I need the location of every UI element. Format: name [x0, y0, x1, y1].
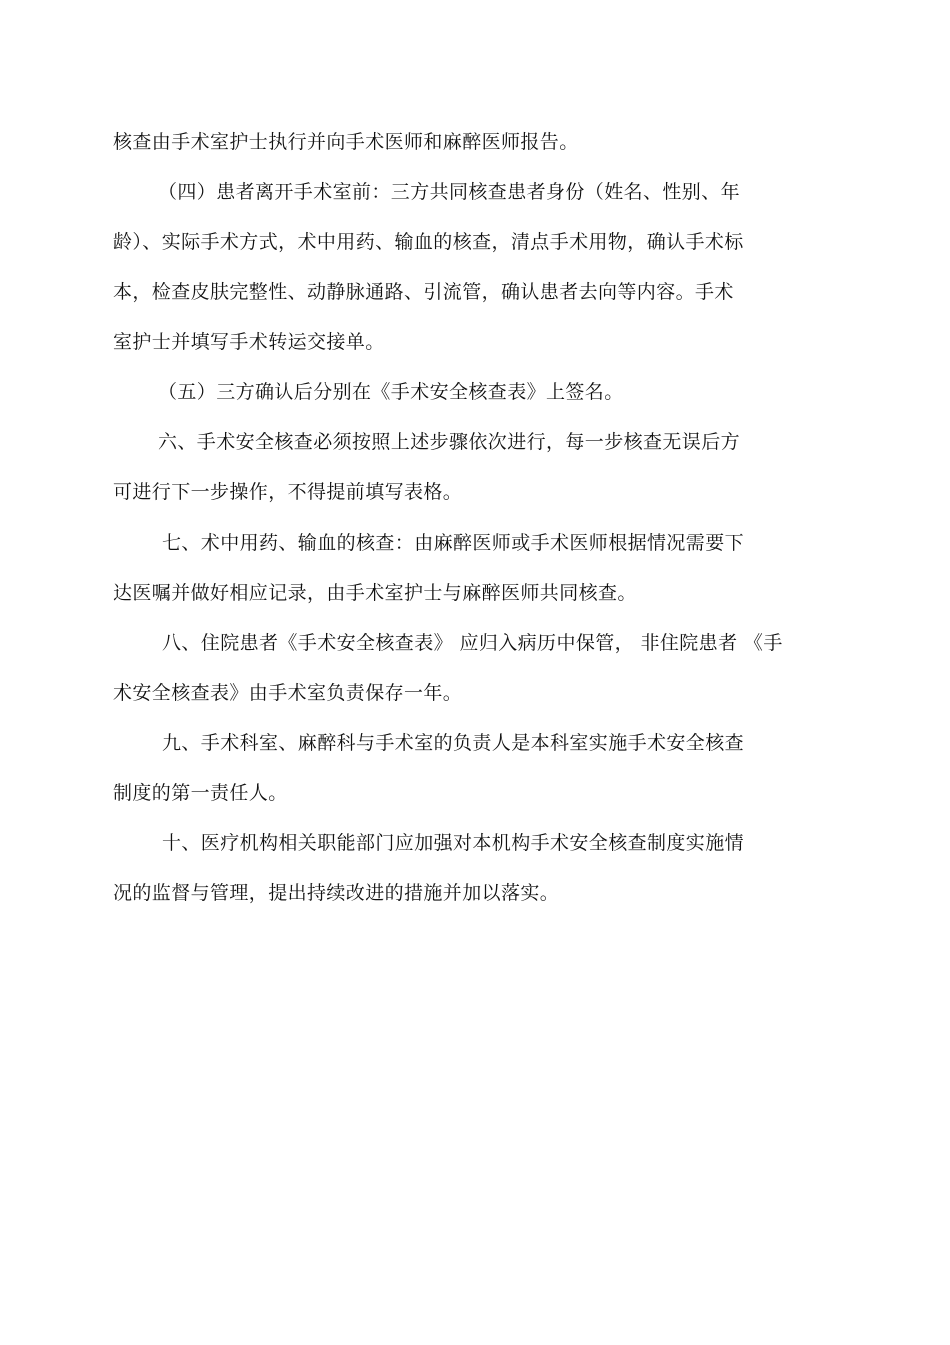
text-line: 龄）、实际手术方式，术中用药、输血的核查，清点手术用物，确认手术标 [113, 231, 744, 253]
text-line: 况的监督与管理，提出持续改进的措施并加以落实。 [113, 882, 560, 904]
text-line: 室护士并填写手术转运交接单。 [113, 331, 385, 353]
text-line: 制度的第一责任人。 [113, 782, 288, 804]
text-line: 达医嘱并做好相应记录，由手术室护士与麻醉医师共同核查。 [113, 582, 637, 604]
text-line: 十、医疗机构相关职能部门应加强对本机构手术安全核查制度实施情 [162, 832, 745, 854]
text-line: 本，检查皮肤完整性、动静脉通路、引流管，确认患者去向等内容。手术 [113, 281, 734, 303]
text-line: （五）三方确认后分别在《手术安全核查表》上签名。 [158, 381, 624, 403]
text-line: 七、术中用药、输血的核查：由麻醉医师或手术医师根据情况需要下 [162, 532, 745, 554]
text-line: 八、住院患者《手术安全核查表》 应归入病历中保管， 非住院患者 《手 [162, 632, 783, 654]
text-line: 可进行下一步操作，不得提前填写表格。 [113, 481, 463, 503]
text-line: 术安全核查表》由手术室负责保存一年。 [113, 682, 463, 704]
text-line: 核查由手术室护士执行并向手术医师和麻醉医师报告。 [113, 131, 579, 153]
text-line: 九、手术科室、麻醉科与手术室的负责人是本科室实施手术安全核查 [162, 732, 745, 754]
text-line: （四）患者离开手术室前：三方共同核查患者身份（姓名、性别、年 [158, 181, 741, 203]
text-line: 六、手术安全核查必须按照上述步骤依次进行，每一步核查无误后方 [158, 431, 741, 453]
